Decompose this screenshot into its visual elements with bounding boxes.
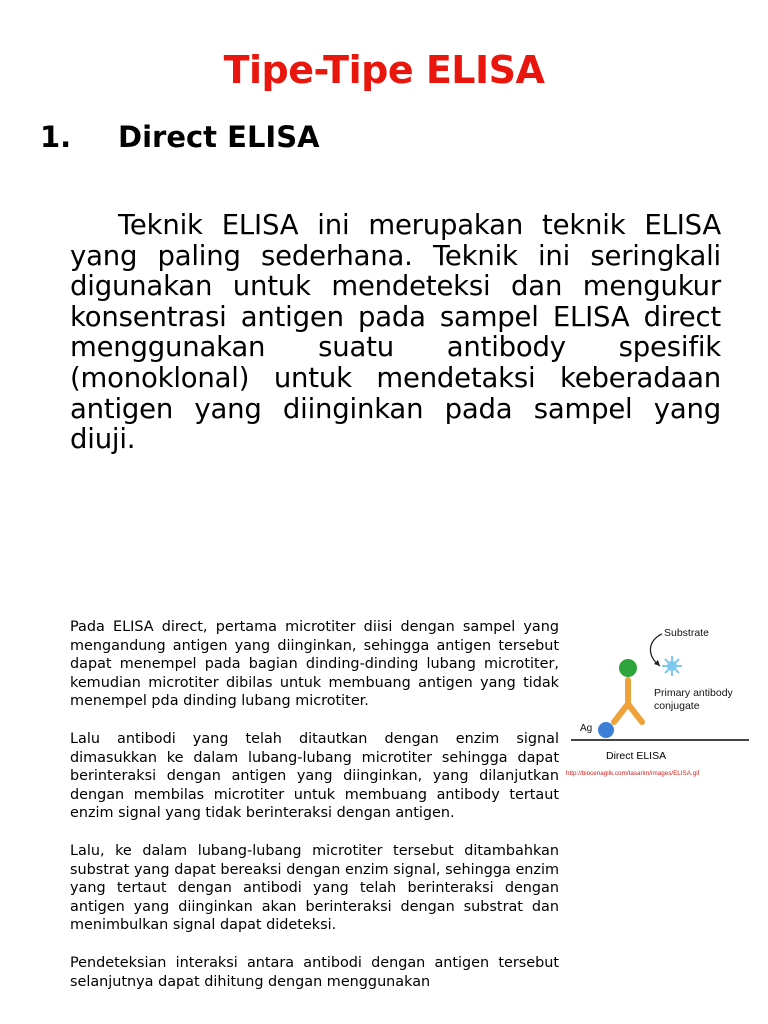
body-text-column xyxy=(70,618,559,1010)
body-paragraph: Lalu, ke dalam lubang-lubang microtiter tersebut ditambahkan substrat yang dapat bereaksi dengan enzim signal, sehingga enzim yang tertaut dengan antibodi yang telah berinteraksi dengan antigen yang diinginkan akan berinteraksi dengan substrat dan menimbulkan signal dapat dideteksi. xyxy=(70,842,559,934)
figure-source-link[interactable]: http://biocenaglik.com/tasarim/images/ELISA.gif xyxy=(566,770,700,777)
section-heading xyxy=(40,120,320,154)
antibody-right-arm xyxy=(628,704,642,722)
body-paragraph: Lalu antibodi yang telah ditautkan dengan enzim signal dimasukkan ke dalam lubang-lubang microtiter sehingga dapat berinteraksi dengan antigen yang diinginkan, yang dilanjutkan dengan membilas microtiter untuk membuang antibody tertaut enzim signal yang tidak berinteraksi dengan antigen. xyxy=(70,730,559,822)
substrate-arrow xyxy=(650,634,662,666)
enzyme-shape xyxy=(619,659,637,677)
label-substrate: Substrate xyxy=(664,627,709,639)
lead-paragraph: Teknik ELISA ini merupakan teknik ELISA yang paling sederhana. Teknik ini seringkali digunakan untuk mendeteksi dan mengukur konsentrasi antigen pada sampel ELISA direct menggunakan suatu antibody spesifik (monoklonal) untuk mendetaksi keberadaan antigen yang diinginkan pada sampel yang diuji. xyxy=(70,209,721,456)
label-primary-antibody: Primary antibody xyxy=(654,687,733,699)
figure-caption: Direct ELISA xyxy=(606,750,667,762)
body-paragraph: Pendeteksian interaksi antara antibodi dengan antigen tersebut selanjutnya dapat dihitung dengan menggunakan xyxy=(70,954,559,990)
direct-elisa-diagram xyxy=(566,620,756,790)
slide-title: Tipe-Tipe ELISA xyxy=(223,48,545,92)
antibody-left-arm xyxy=(614,704,628,722)
section-number: 1. xyxy=(40,120,72,154)
section-heading-text: Direct ELISA xyxy=(118,120,320,154)
substrate-burst xyxy=(662,656,682,676)
body-paragraph: Pada ELISA direct, pertama microtiter diisi dengan sampel yang mengandung antigen yang diinginkan, sehingga antigen tersebut dapat menempel pada bagian dinding-dinding lubang microtiter, kemudian microtiter dibilas untuk membuang antigen yang tidak menempel pda dinding lubang microtiter. xyxy=(70,619,559,710)
label-ag: Ag xyxy=(580,723,593,734)
diagram-illustration xyxy=(566,620,756,750)
label-conjugate: conjugate xyxy=(654,700,700,712)
antigen-shape xyxy=(598,722,614,738)
